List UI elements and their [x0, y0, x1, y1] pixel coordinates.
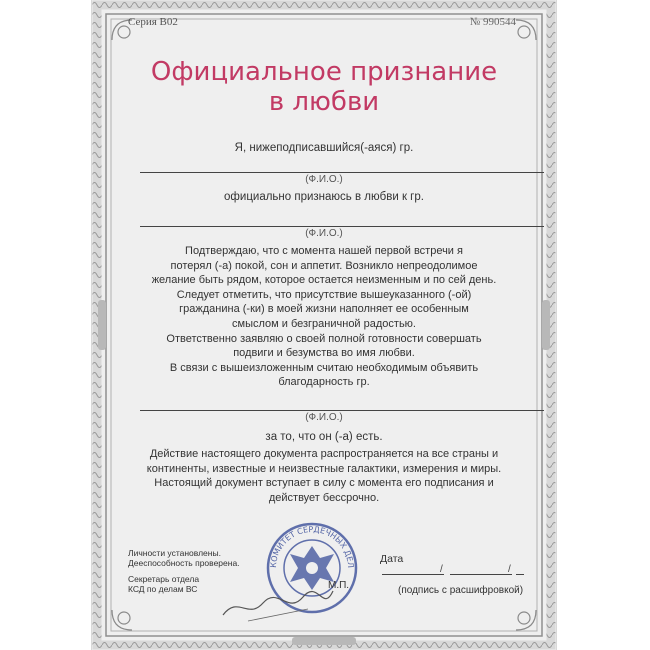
gratitude-line: за то, что он (-а) есть.: [265, 431, 383, 443]
paragraph-line: гражданина (-ки) в моей жизни наполняет ее особенным: [179, 303, 469, 316]
date-year-line: [516, 574, 524, 575]
note-line: Секретарь отдела: [128, 574, 200, 584]
date-label: Дата: [380, 553, 404, 565]
date-separator: /: [508, 564, 511, 575]
title-line: в любви: [268, 87, 380, 117]
paragraph-line: континенты, известные и неизвестные галактики, измерения и миры.: [146, 462, 502, 475]
seal-place-label: М.П.: [328, 580, 350, 591]
fio-caption: (Ф.И.О.): [305, 228, 343, 239]
document-number: № 990544: [469, 16, 516, 28]
scope-paragraph: [118, 447, 530, 505]
title-line: Официальное признание: [150, 57, 498, 87]
fio-caption: (Ф.И.О.): [305, 412, 343, 423]
certificate-content: [118, 0, 530, 650]
paragraph-line: действует бессрочно.: [268, 491, 380, 504]
stamp-text: КОМИТЕТ СЕРДЕЧНЫХ ДЕЛ: [268, 524, 356, 569]
paragraph-line: желание быть рядом, которое остается неизменным и по сей день.: [151, 274, 497, 287]
note-line: Личности установлены.: [128, 548, 221, 558]
fio-rule: [140, 172, 544, 173]
header-row: [118, 16, 530, 32]
paragraph-line: благодарность гр.: [278, 376, 370, 389]
note-line: КСД по делам ВС: [128, 584, 198, 594]
main-paragraph: [118, 244, 530, 390]
paragraph-line: Подтверждаю, что с момента нашей первой встречи я: [185, 245, 463, 257]
paragraph-line: подвиги и безумства во имя любви.: [233, 347, 415, 360]
paragraph-line: смыслом и безграничной радостью.: [232, 317, 416, 330]
fio-rule: [140, 226, 544, 227]
fio-rule: [140, 410, 544, 411]
paragraph-line: потерял (-а) покой, сон и аппетит. Возникло непреодолимое: [170, 259, 478, 272]
paragraph-line: Настоящий документ вступает в силу с момента его подписания и: [154, 477, 494, 490]
note-line: Дееспособность проверена.: [128, 558, 240, 568]
date-separator: /: [440, 564, 443, 575]
date-month-line: [450, 574, 512, 575]
declarant-line: Я, нижеподписавшийся(-аяся) гр.: [234, 142, 414, 154]
paragraph-line: Действие настоящего документа распространяется на все страны и: [149, 448, 499, 460]
date-day-line: [382, 574, 444, 575]
fio-caption: (Ф.И.О.): [305, 174, 343, 185]
signature-caption: (подпись с расшифровкой): [398, 585, 524, 596]
certificate-sheet: [92, 0, 556, 650]
paragraph-line: В связи с вышеизложенным считаю необходимым объявить: [169, 361, 479, 374]
paragraph-line: Следует отметить, что присутствие вышеуказанного (-ой): [176, 288, 472, 301]
series-label: Серия В02: [128, 16, 178, 28]
document-title: [118, 57, 530, 117]
paragraph-line: Ответственно заявляю о своей полной готовности совершать: [166, 332, 482, 345]
signature-scribble-icon: [218, 585, 338, 625]
recipient-line: официально признаюсь в любви к гр.: [224, 191, 424, 203]
